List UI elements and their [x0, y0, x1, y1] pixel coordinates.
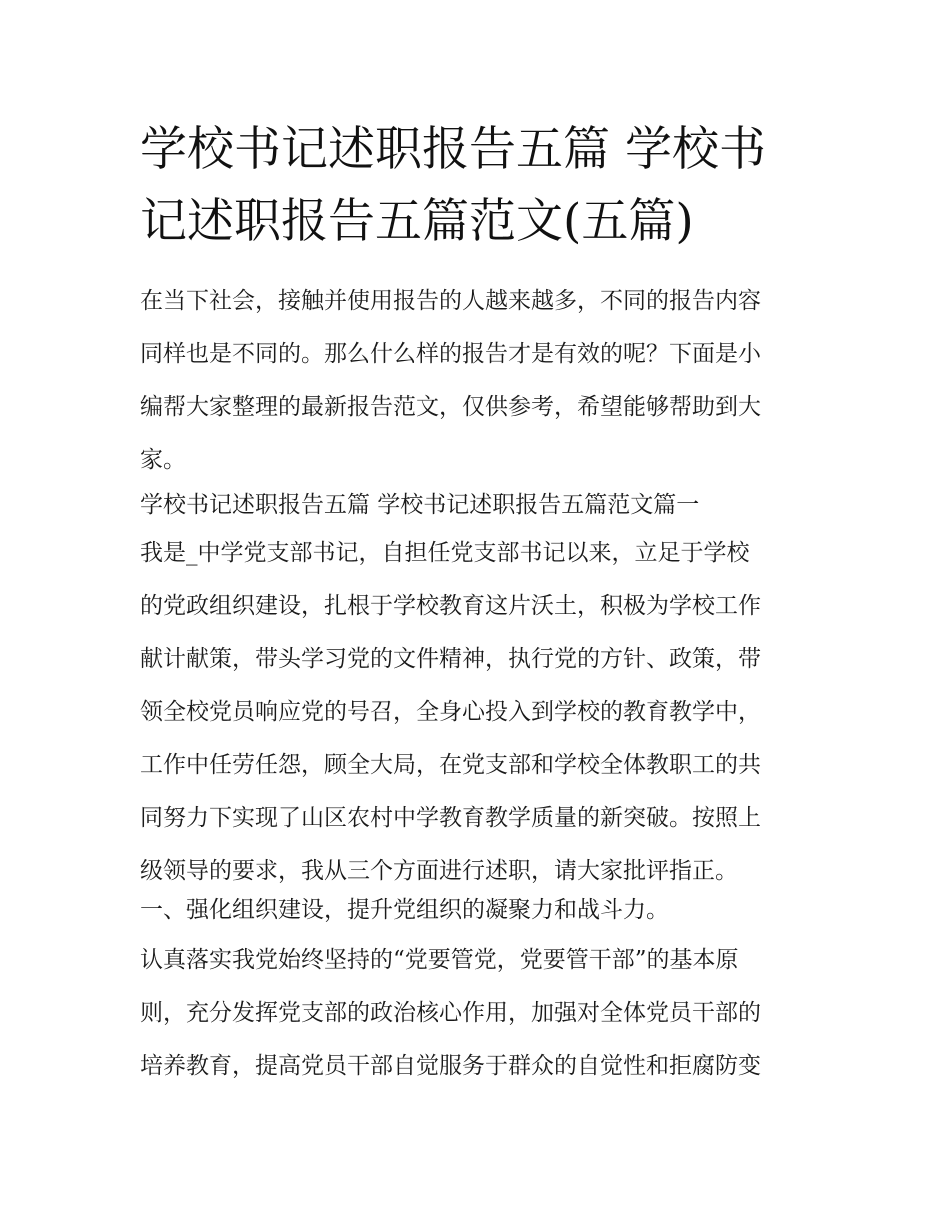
- text-line: 同样也是不同的。那么什么样的报告才是有效的呢？下面是小: [140, 341, 761, 367]
- text-line: 培养教育，提高党员干部自觉服务于群众的自觉性和拒腐防变: [140, 1053, 761, 1079]
- text-line: 编帮大家整理的最新报告范文，仅供参考，希望能够帮助到大: [140, 394, 761, 420]
- title-line: 记述职报告五篇范文(五篇): [140, 194, 694, 249]
- text-line: 同努力下实现了山区农村中学教育教学质量的新突破。按照上: [140, 805, 761, 831]
- section-heading: [140, 479, 840, 532]
- text-line: 领全校党员响应党的号召，全身心投入到学校的教育教学中，: [140, 699, 761, 725]
- paragraph-1: [140, 527, 840, 898]
- paragraph-2: [140, 934, 840, 1093]
- text-line: 的党政组织建设，扎根于学校教育这片沃土，积极为学校工作: [140, 593, 761, 619]
- text-line: 我是_中学党支部书记，自担任党支部书记以来，立足于学校: [140, 540, 750, 566]
- text-line: 则，充分发挥党支部的政治核心作用，加强对全体党员干部的: [140, 1000, 761, 1026]
- section-heading-text: 学校书记述职报告五篇 学校书记述职报告五篇范文篇一: [140, 492, 700, 518]
- text-line: 级领导的要求，我从三个方面进行述职，请大家批评指正。: [140, 858, 738, 884]
- text-line: 工作中任劳任怨，顾全大局，在党支部和学校全体教职工的共: [140, 752, 761, 778]
- text-line: 在当下社会，接触并使用报告的人越来越多，不同的报告内容: [140, 288, 761, 314]
- title-line: 学校书记述职报告五篇 学校书: [140, 122, 766, 177]
- text-line: 献计献策，带头学习党的文件精神，执行党的方针、政策，带: [140, 646, 761, 672]
- intro-paragraph: [140, 275, 840, 487]
- text-line: 认真落实我党始终坚持的“党要管党，党要管干部”的基本原: [140, 947, 739, 973]
- document-title: [140, 114, 840, 258]
- subheading-text: 一、强化组织建设，提升党组织的凝聚力和战斗力。: [140, 897, 669, 923]
- subheading-1: [140, 884, 840, 937]
- text-line: 家。: [140, 447, 186, 473]
